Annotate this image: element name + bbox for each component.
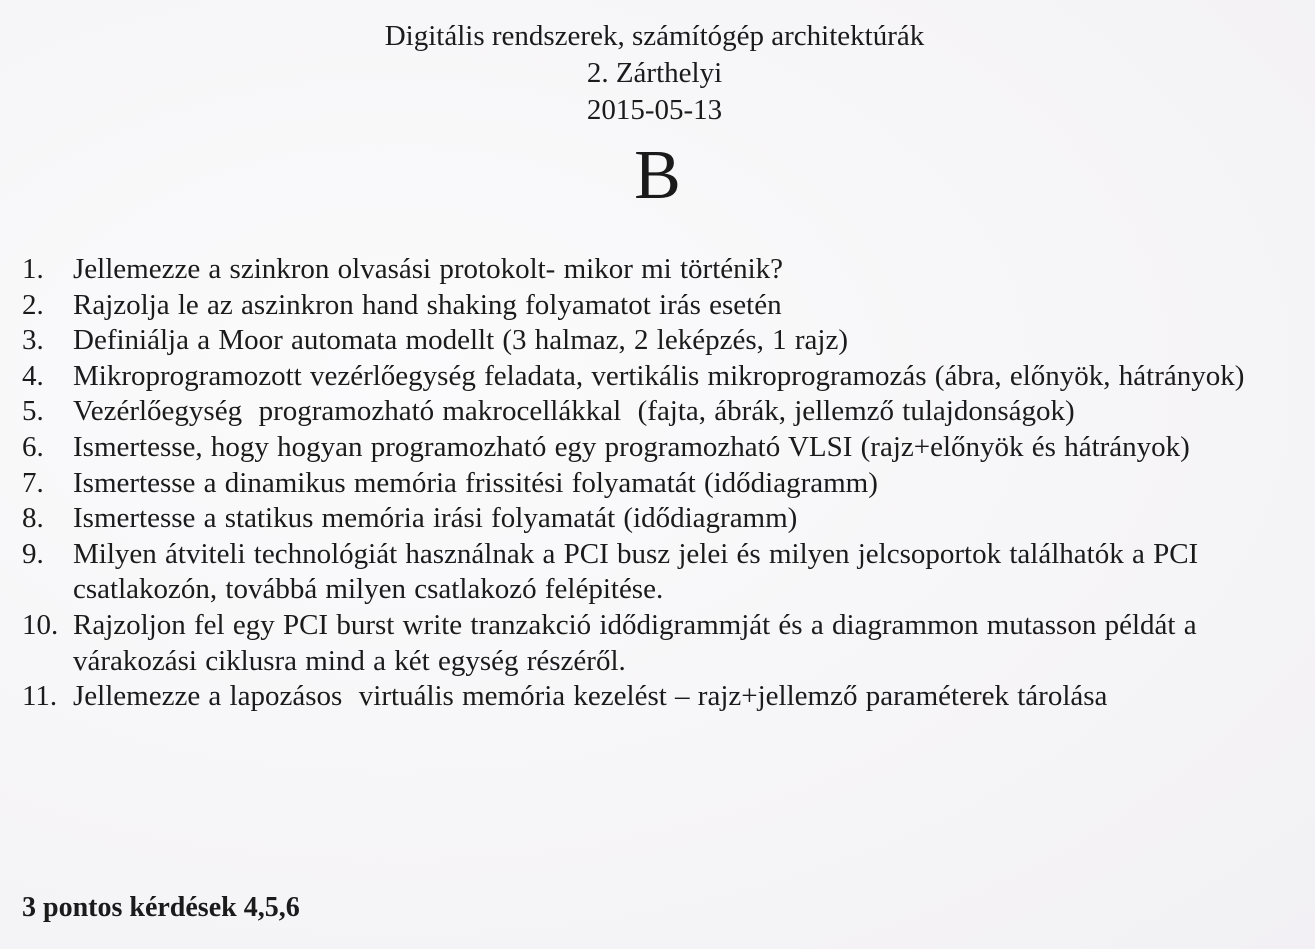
point-note: 3 pontos kérdések 4,5,6 (22, 892, 300, 923)
question-text: Vezérlőegység programozható makrocellákkal (fajta, ábrák, jellemző tulajdonságok) (73, 395, 1075, 428)
exam-variant: B (634, 137, 681, 214)
question-text: Ismertesse a statikus memória irási folyamatát (idődiagramm) (73, 502, 798, 535)
question-item (22, 359, 1312, 395)
question-text: Mikroprogramozott vezérlőegység feladata, vertikális mikroprogramozás (ábra, előnyök, hátrányok) (73, 359, 1245, 392)
question-number: 11. (22, 680, 58, 713)
question-text: Jellemezze a szinkron olvasási protokolt- mikor mi történik? (73, 253, 784, 285)
question-number: 6. (22, 430, 44, 463)
question-number: 10. (22, 608, 59, 641)
question-item (22, 466, 1312, 502)
question-number: 7. (22, 466, 44, 499)
question-text: Ismertesse a dinamikus memória frissitési folyamatát (idődiagramm) (73, 466, 878, 499)
question-number: 4. (22, 359, 44, 392)
question-item (22, 288, 1312, 324)
question-item (22, 323, 1312, 359)
exam-date: 2015-05-13 (586, 94, 723, 126)
question-number: 2. (22, 288, 44, 321)
question-item (22, 537, 1312, 608)
question-item (22, 430, 1312, 466)
question-text: Definiálja a Moor automata modellt (3 halmaz, 2 leképzés, 1 rajz) (73, 324, 848, 357)
question-text: Rajzoljon fel egy PCI burst write tranzakció idődigrammját és a diagrammon mutasson példát a várakozási ciklusra mind a két egység részéről. (73, 608, 1197, 677)
exam-name: 2. Zárthelyi (586, 57, 723, 89)
question-number: 3. (22, 324, 44, 357)
course-title: Digitális rendszerek, számítógép architektúrák (384, 20, 925, 52)
question-text: Milyen átviteli technológiát használnak a PCI busz jelei és milyen jelcsoportok találhatók a PCI csatlakozón, továbbá milyen csatlakozó felépitése. (73, 537, 1199, 606)
question-item (22, 252, 1312, 288)
question-number: 8. (22, 502, 44, 535)
question-number: 1. (22, 253, 44, 285)
question-number: 9. (22, 537, 44, 570)
question-text: Rajzolja le az aszinkron hand shaking folyamatot irás esetén (73, 288, 782, 321)
question-number: 5. (22, 395, 44, 428)
question-item (22, 394, 1312, 430)
question-item (22, 679, 1312, 715)
question-item (22, 501, 1312, 537)
question-list (22, 252, 1312, 715)
question-text: Jellemezze a lapozásos virtuális memória kezelést – rajz+jellemző paraméterek tárolása (73, 680, 1108, 713)
question-item (22, 608, 1312, 679)
question-text: Ismertesse, hogy hogyan programozható egy programozható VLSI (rajz+előnyök és hátrányok) (73, 430, 1190, 463)
